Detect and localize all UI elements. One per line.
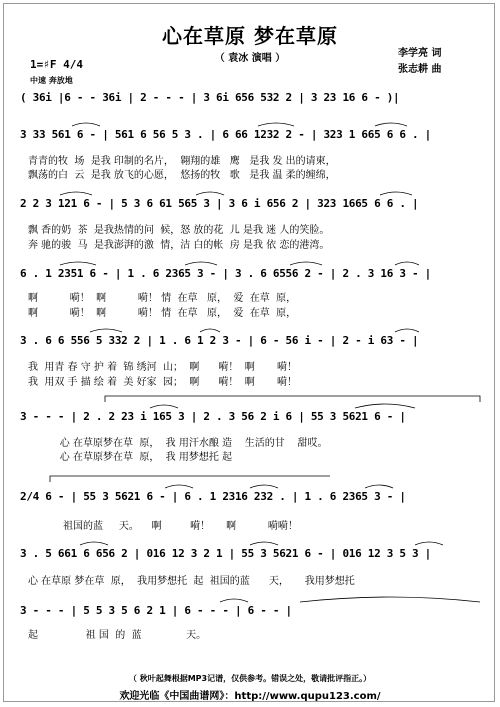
key-signature: 1=♯F 4/4	[30, 58, 83, 71]
lyric-line-3a: 飘 香的奶 茶 是我热情的问 候，怒 放的花 儿 是我 迷 人的笑脸。	[28, 225, 330, 236]
slur-mark	[60, 192, 92, 195]
slur-mark	[90, 329, 122, 332]
slur-mark	[220, 599, 248, 602]
slur-mark	[365, 485, 393, 488]
slur-mark	[196, 192, 224, 195]
singer-credit: （ 袁冰 演唱 ）	[214, 53, 286, 64]
slur-mark	[200, 329, 220, 332]
slur-mark	[72, 123, 100, 126]
composer-credit: 张志耕 曲	[398, 64, 442, 75]
slur-mark	[80, 542, 108, 545]
notation-line-6: 3 - - - | 2 . 2 23 i 165 3 | 2 . 3 56 2 i 6 | 55 3 5621 6 - |	[20, 410, 406, 423]
slur-mark	[395, 262, 419, 265]
lyric-line-2b: 飘荡的白 云 是我 放飞的心愿， 悠扬的牧 歌 是我 温 柔的缠绵，	[28, 170, 336, 181]
slur-mark	[250, 542, 278, 545]
lyric-line-4b: 啊 嗬！ 啊 嗬！ 情 在草 原， 爱 在草 原，	[28, 308, 297, 319]
lyric-line-2a: 青青的牧 场 是我 印制的名片， 翱翔的雄 鹰 是我 发 出的请柬，	[28, 156, 336, 167]
slur-mark	[395, 329, 419, 332]
slur-mark	[185, 262, 217, 265]
lyric-line-9: 起 祖 国 的 蓝 天。	[28, 630, 207, 641]
slur-mark	[380, 192, 412, 195]
slur-mark	[250, 485, 278, 488]
slur-mark	[60, 262, 96, 265]
volta-bracket	[350, 396, 480, 402]
notation-line-3: 2 2 3 121 6 - | 5 3 6 61 565 3 | 3 6 i 656 2 | 323 1665 6 6 . |	[20, 197, 419, 210]
notation-line-9: 3 - - - | 5 5 3 5 6 2 1 | 6 - - - | 6 - - |	[20, 604, 292, 617]
notation-line-8: 3 . 5 661 6 656 2 | 016 12 3 2 1 | 55 3 5621 6 - | 016 12 3 5 3 |	[20, 547, 431, 560]
slur-mark	[375, 123, 407, 126]
lyric-line-7: 祖国的蓝 天。 啊 嗬！ 啊 嗬嗬！	[28, 521, 298, 532]
notation-line-7: 2/4 6 - | 55 3 5621 6 - | 6 . 1 2316 232 . | 1 . 6 2365 3 - |	[20, 490, 406, 503]
lyric-line-5a: 我 用青 春 守 护 着 锦 绣河 山； 啊 嗬！ 啊 嗬！	[28, 362, 298, 373]
volta-bracket	[50, 476, 330, 482]
notation-line-2: 3 33 561 6 - | 561 6 56 5 3 . | 6 66 1232 2 - | 323 1 665 6 6 . |	[20, 128, 431, 141]
lyric-line-5b: 我 用双 手 描 绘 着 美 好家 园； 啊 嗬！ 啊 嗬！	[28, 377, 298, 388]
slur-mark	[355, 404, 415, 408]
slur-mark	[300, 597, 480, 602]
lyric-line-6b: 心 在草原梦在草 原， 我 用梦想托 起	[28, 452, 233, 463]
slur-mark	[258, 123, 294, 126]
lyric-line-6a: 心 在草原梦在草 原， 我 用汗水酿 造 生活的甘 甜哎。	[28, 438, 328, 449]
footer-site[interactable]: 欢迎光临《中国曲谱网》：http://www.qupu123.com/	[119, 691, 381, 702]
slur-mark	[415, 542, 443, 545]
tempo-marking: 中速 奔放地	[30, 76, 73, 85]
lyricist-credit: 李学亮 词	[398, 48, 442, 59]
footer-note: （ 秋叶起舞根据MP3记谱，仅供参考。错误之处，敬请批评指正。）	[128, 674, 372, 683]
slur-mark	[150, 405, 178, 408]
notation-line-1: ( 36i |6 - - 36i | 2 - - - | 3 6i 656 532 2 | 3 23 16 6 - )|	[20, 91, 400, 104]
notation-line-5: 3 . 6 6 556 5 332 2 | 1 . 6 1 2 3 - | 6 - 56 i - | 2 - i 63 - |	[20, 334, 419, 347]
slur-mark	[165, 485, 193, 488]
lyric-line-3b: 奔 驰的骏 马 是我澎湃的激 情，洁 白的帐 房 是我 依 恋的港湾。	[28, 240, 330, 251]
notation-line-4: 6 . 1 2351 6 - | 1 . 6 2365 3 - | 3 . 6 6556 2 - | 2 . 3 16 3 - |	[20, 267, 431, 280]
song-title: 心在草原 梦在草原	[162, 24, 338, 48]
lyric-line-8: 心 在草原 梦在草 原， 我用梦想托 起 祖国的蓝 天， 我用梦想托	[28, 576, 355, 587]
lyric-line-4a: 啊 嗬！ 啊 嗬！ 情 在草 原， 爱 在草 原，	[28, 293, 297, 304]
volta-bracket	[105, 396, 350, 402]
slur-mark	[290, 262, 322, 265]
